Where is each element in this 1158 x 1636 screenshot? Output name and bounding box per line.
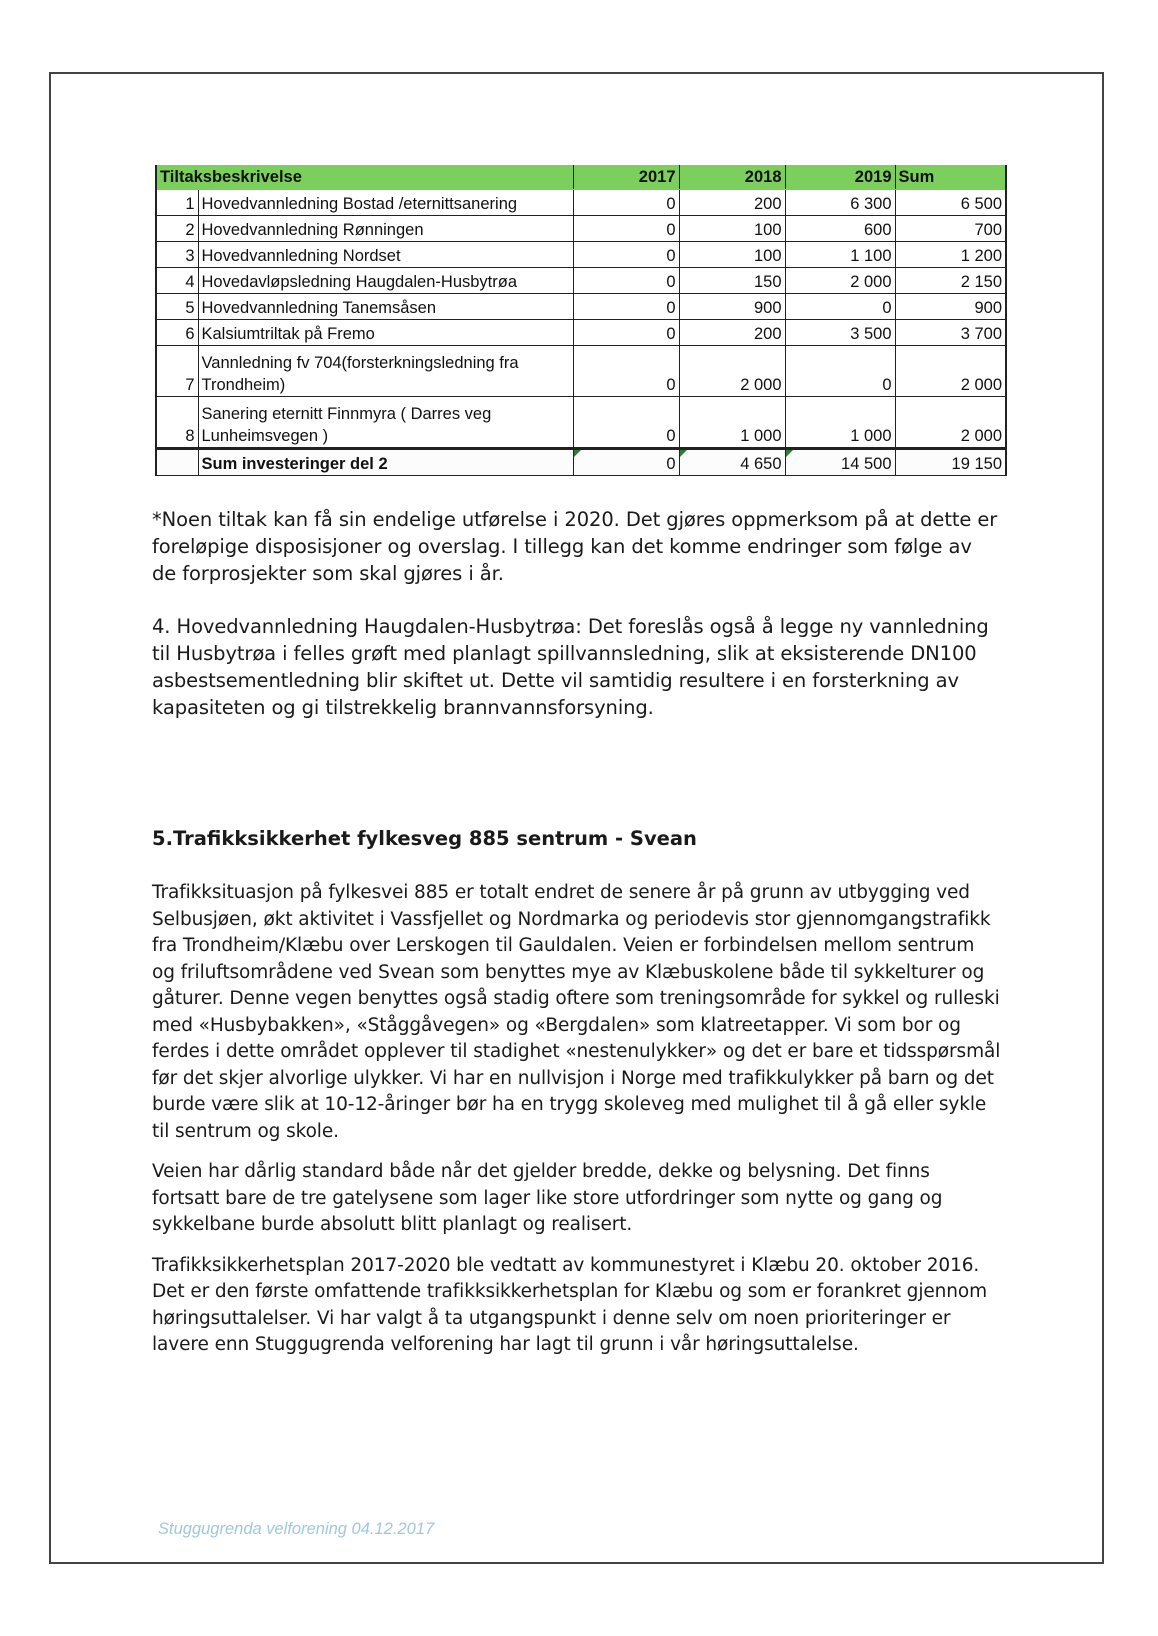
- investment-table-container: [155, 165, 1005, 476]
- total-sum: 19 150: [895, 449, 1006, 476]
- cell-sum: 3 700: [895, 320, 1006, 346]
- footer-text: Stuggugrenda velforening 04.12.2017: [158, 1520, 435, 1538]
- cell-2018: 150: [679, 268, 785, 294]
- row-description: [198, 346, 573, 397]
- row-description-line-1: Sanering eternitt Finnmyra ( Darres veg: [201, 405, 492, 423]
- footnote-paragraph: [152, 506, 1002, 587]
- row-number: 8: [156, 397, 198, 449]
- cell-2017: 0: [573, 190, 679, 216]
- cell-2019: 3 500: [785, 320, 895, 346]
- header-2018: 2018: [679, 165, 785, 190]
- table-header-row: [156, 165, 1006, 190]
- total-2019: 14 500: [785, 449, 895, 476]
- table-row: [156, 294, 1006, 320]
- row-description-line-2: Trondheim): [201, 376, 286, 394]
- header-2017: 2017: [573, 165, 679, 190]
- total-2017: 0: [573, 449, 679, 476]
- section-5-paragraph-2: Veien har dårlig standard både når det gjelder bredde, dekke og belysning. Det finns fortsatt bare de tre gatelysene som lager like store utfordringer som nytte og gang og sykkelbane burde absolutt blitt planlagt og realisert.: [152, 1161, 943, 1235]
- row-description: Hovedvannledning Nordset: [198, 242, 573, 268]
- cell-2019: 0: [785, 346, 895, 397]
- cell-2018: 200: [679, 320, 785, 346]
- row-number: 5: [156, 294, 198, 320]
- cell-2018: 200: [679, 190, 785, 216]
- table-row: [156, 242, 1006, 268]
- row-number: 3: [156, 242, 198, 268]
- cell-2019: 1 100: [785, 242, 895, 268]
- investment-table: [155, 165, 1007, 476]
- table-row: [156, 190, 1006, 216]
- row-number: 7: [156, 346, 198, 397]
- cell-2018: 1 000: [679, 397, 785, 449]
- cell-2019: 600: [785, 216, 895, 242]
- table-row: [156, 346, 1006, 397]
- row-description: [198, 397, 573, 449]
- cell-2017: 0: [573, 346, 679, 397]
- row-number: 4: [156, 268, 198, 294]
- cell-2019: 6 300: [785, 190, 895, 216]
- cell-2017: 0: [573, 397, 679, 449]
- total-2018: 4 650: [679, 449, 785, 476]
- cell-2017: 0: [573, 294, 679, 320]
- table-row: [156, 216, 1006, 242]
- header-sum: Sum: [895, 165, 1006, 190]
- row-description: Hovedvannledning Rønningen: [198, 216, 573, 242]
- cell-sum: 900: [895, 294, 1006, 320]
- cell-2018: 100: [679, 216, 785, 242]
- cell-2018: 900: [679, 294, 785, 320]
- section-5-title: 5.Trafikksikkerhet fylkesveg 885 sentrum - Svean: [152, 827, 697, 850]
- row-number: 6: [156, 320, 198, 346]
- row-number: 1: [156, 190, 198, 216]
- total-description: Sum investeringer del 2: [198, 449, 573, 476]
- table-row: [156, 268, 1006, 294]
- cell-2017: 0: [573, 242, 679, 268]
- cell-2018: 100: [679, 242, 785, 268]
- row-description: Hovedvannledning Bostad /eternittsanering: [198, 190, 573, 216]
- cell-sum: 6 500: [895, 190, 1006, 216]
- cell-2019: 1 000: [785, 397, 895, 449]
- cell-2019: 0: [785, 294, 895, 320]
- cell-2017: 0: [573, 268, 679, 294]
- cell-sum: 2 150: [895, 268, 1006, 294]
- row-description-line-2: Lunheimsvegen ): [201, 427, 329, 445]
- section-5-body: [152, 880, 1002, 1359]
- row-description-line-1: Vannledning fv 704(forsterkningsledning fra: [201, 354, 519, 372]
- cell-sum: 2 000: [895, 346, 1006, 397]
- cell-2017: 0: [573, 216, 679, 242]
- header-2019: 2019: [785, 165, 895, 190]
- section-5-paragraph-1: Trafikksituasjon på fylkesvei 885 er totalt endret de senere år på grunn av utbygging ved Selbusjøen, økt aktivitet i Vassfjellet og Nordmarka og periodevis stor gjennomgangstrafikk fra Trondheim/Klæbu over Lerskogen til Gauldalen. Veien er forbindelsen mellom sentrum og friluftsområdene ved Svean som benyttes mye av Klæbuskolene både til sykkelturer og gåturer. Denne vegen benyttes også stadig oftere som treningsområde for sykkel og rulleski med «Husbybakken», «Ståggåvegen» og «Bergdalen» som klatreetapper. Vi som bor og ferdes i dette området opplever til stadighet «nestenulykker» og det er bare et tidsspørsmål før det skjer alvorlige ulykker. Vi har en nullvisjon i Norge med trafikkulykker på barn og det burde være slik at 10-12-åringer bør ha en trygg skoleveg med mulighet til å gå eller sykle til sentrum og skole.: [152, 882, 1001, 1142]
- cell-2017: 0: [573, 320, 679, 346]
- row-description: Kalsiumtriltak på Fremo: [198, 320, 573, 346]
- cell-sum: 700: [895, 216, 1006, 242]
- table-row: [156, 397, 1006, 449]
- row-description: Hovedvannledning Tanemsåsen: [198, 294, 573, 320]
- total-row-number: [156, 449, 198, 476]
- header-description: Tiltaksbeskrivelse: [156, 165, 573, 190]
- table-total-row: [156, 449, 1006, 476]
- cell-sum: 1 200: [895, 242, 1006, 268]
- footnote-text: *Noen tiltak kan få sin endelige utførelse i 2020. Det gjøres oppmerksom på at dette er foreløpige disposisjoner og overslag. I tillegg kan det komme endringer som følge av de forprosjekter som skal gjøres i år.: [152, 508, 998, 585]
- cell-2019: 2 000: [785, 268, 895, 294]
- table-row: [156, 320, 1006, 346]
- item4-paragraph: [152, 613, 1002, 721]
- section-5-paragraph-3: Trafikksikkerhetsplan 2017-2020 ble vedtatt av kommunestyret i Klæbu 20. oktober 2016. Det er den første omfattende trafikksikkerhetsplan for Klæbu og som er forankret gjennom høringsuttalelser. Vi har valgt å ta utgangspunkt i denne selv om noen prioriteringer er lavere enn Stuggugrenda velforening har lagt til grunn i vår høringsuttalelse.: [152, 1254, 988, 1355]
- cell-sum: 2 000: [895, 397, 1006, 449]
- item4-text: 4. Hovedvannledning Haugdalen-Husbytrøa: Det foreslås også å legge ny vannledning til Husbytrøa i felles grøft med planlagt spillvannsledning, slik at eksisterende DN100 asbestsementledning blir skiftet ut. Dette vil samtidig resultere i en forsterkning av kapasiteten og gi tilstrekkelig brannvannsforsyning.: [152, 615, 989, 719]
- row-description: Hovedavløpsledning Haugdalen-Husbytrøa: [198, 268, 573, 294]
- row-number: 2: [156, 216, 198, 242]
- cell-2018: 2 000: [679, 346, 785, 397]
